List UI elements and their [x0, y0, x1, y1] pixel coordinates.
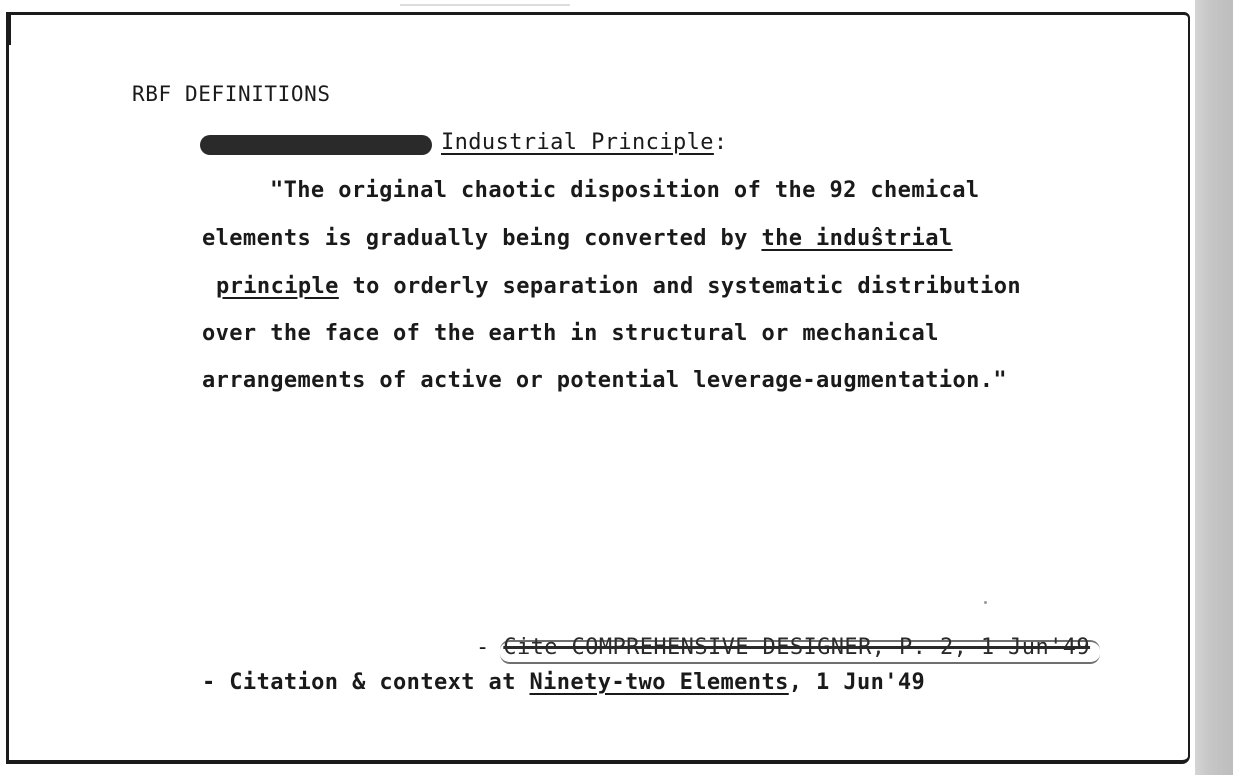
quote-underlined-phrase-1: the induŝtrial	[761, 226, 953, 251]
quote-underlined-phrase-2: principle	[216, 274, 339, 299]
quote-line-3-text: to orderly separation and systematic distribution	[338, 274, 1022, 299]
struck-citation-text: Cite COMPREHENSIVE DESIGNER, P. 2, 1 Jun'49	[503, 635, 1091, 660]
entry-title-colon: :	[713, 130, 728, 155]
entry-title	[441, 130, 728, 155]
citation-line	[202, 670, 925, 695]
redaction-mark	[200, 135, 432, 155]
scan-page-edge	[1195, 0, 1233, 775]
quote-line-2-text: elements is gradually being converted by	[202, 226, 762, 251]
card-corner-mark	[9, 15, 11, 45]
entry-title-text: Industrial Principle	[441, 130, 714, 155]
quote-line-3	[216, 274, 1021, 299]
quote-line-5: arrangements of active or potential leverage-augmentation."	[202, 368, 1008, 393]
citation-suffix: , 1 Jun'49	[788, 670, 926, 695]
document-heading: RBF DEFINITIONS	[132, 82, 331, 106]
quote-line-1: "The original chaotic disposition of the 92 chemical	[270, 178, 980, 203]
quote-line-2	[202, 226, 953, 251]
top-smudge	[400, 4, 570, 6]
quote-line-4: over the face of the earth in structural or mechanical	[202, 321, 939, 346]
struck-citation-dash: -	[476, 635, 504, 660]
scribble-overline	[500, 640, 1100, 664]
citation-link[interactable]: Ninety-two Elements	[529, 670, 789, 695]
citation-prefix: - Citation & context at	[202, 670, 530, 695]
paper-speck	[984, 601, 987, 604]
